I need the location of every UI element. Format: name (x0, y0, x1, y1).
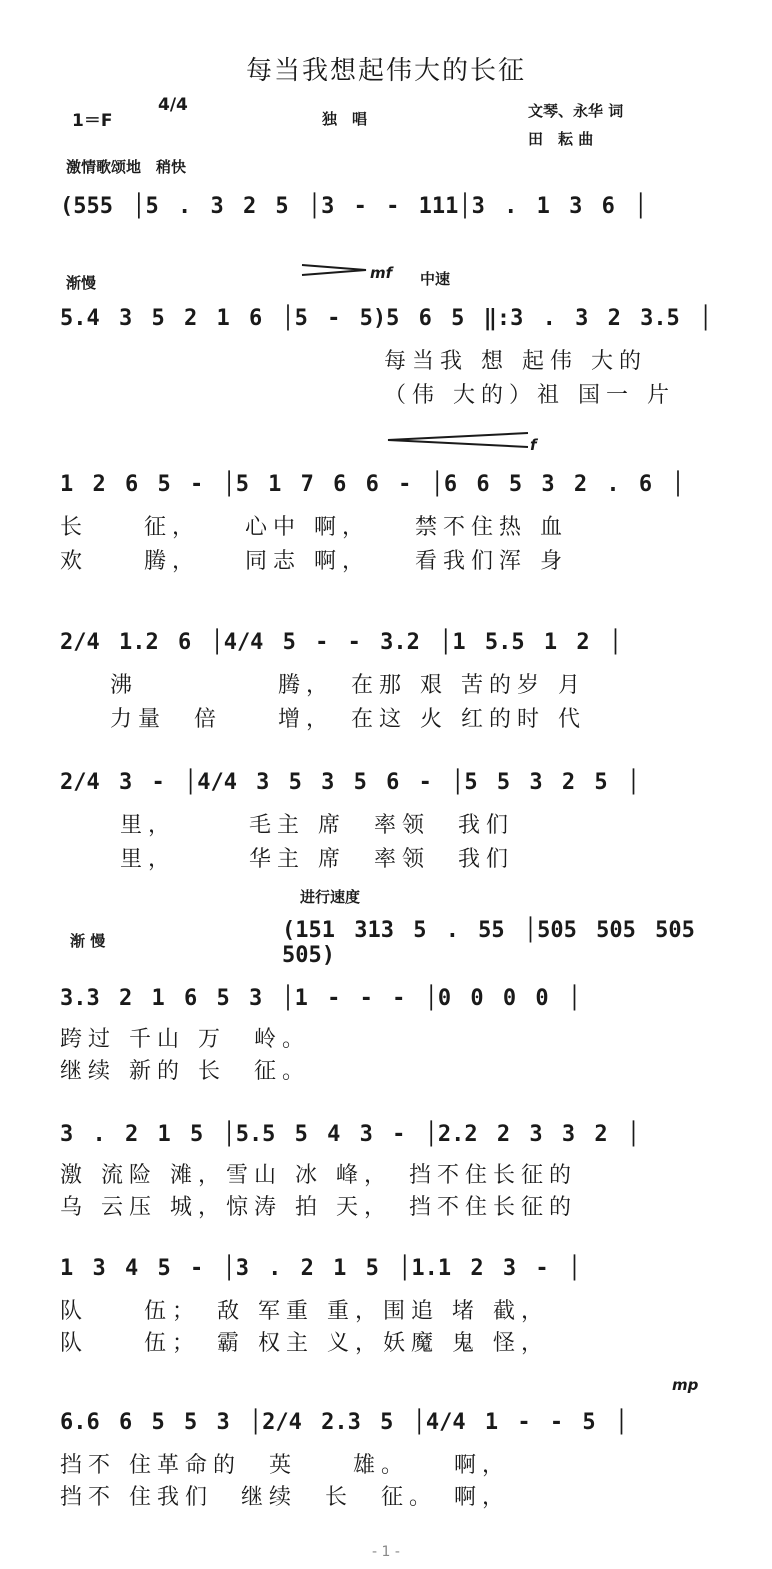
performance-type: 独 唱 (322, 110, 368, 128)
score-system-5 (0, 756, 772, 876)
lyrics-verse-1: 每当我 想 起伟 大的 (384, 349, 647, 374)
crescendo-hairpin (384, 430, 532, 450)
tempo-rit1: 渐慢 (66, 274, 97, 292)
lyrics-verse-1: 挡不 住革命的 英 雄。 啊， (60, 1453, 510, 1478)
score-system-2 (0, 292, 772, 412)
notation-line: 3 . 2 1 5 │5.5 5 4 3 - │2.2 2 3 3 2 │ (60, 1122, 641, 1147)
dynamic-mf: mf (370, 264, 393, 282)
lyrics-verse-2: 挡不 住我们 继续 长 征。 啊， (60, 1485, 510, 1510)
notation-line: 1 2 6 5 - │5 1 7 6 6 - │6 6 5 3 2 . 6 │ (60, 472, 685, 497)
song-title: 每当我想起伟大的长征 (245, 56, 526, 86)
dynamic-mp: mp (672, 1376, 699, 1394)
lyrics-verse-1: 里， 毛主 席 率领 我们 (120, 813, 514, 838)
notation-line: 3.3 2 1 6 5 3 │1 - - - │0 0 0 0 │ (60, 986, 582, 1011)
lyrics-verse-2: 欢 腾， 同志 啊， 看我们浑 身 (60, 549, 568, 574)
lyrics-verse-1: 跨过 千山 万 岭。 (60, 1027, 310, 1052)
key-signature: 1＝F (72, 111, 113, 131)
notation-line: 5.4 3 5 2 1 6 │5 - 5)5 6 5 ‖:3 . 3 2 3.5 │ (60, 306, 713, 331)
lyrics-verse-2: 里， 华主 席 率领 我们 (120, 847, 514, 872)
page-number: - 1 - (372, 1544, 400, 1560)
tempo-rit2: 渐 慢 (70, 932, 106, 950)
lyrics-verse-1: 激 流险 滩，雪山 冰 峰， 挡不住长征的 (60, 1163, 577, 1188)
lyrics-verse-1: 沸 腾， 在那 艰 苦的岁 月 (110, 673, 586, 698)
notation-line: 1 3 4 5 - │3 . 2 1 5 │1.1 2 3 - │ (60, 1256, 582, 1281)
lyrics-verse-2: 力量 倍 增， 在这 火 红的时 代 (110, 707, 586, 732)
composer-credit: 田 耘 曲 (528, 130, 594, 148)
lyrics-verse-2: 乌 云压 城，惊涛 拍 天， 挡不住长征的 (60, 1195, 577, 1220)
notation-line: 2/4 1.2 6 │4/4 5 - - 3.2 │1 5.5 1 2 │ (60, 630, 623, 655)
lyrics-verse-2: 继续 新的 长 征。 (60, 1059, 310, 1084)
time-signature: 4/4 (158, 95, 188, 115)
score-system-8 (0, 1110, 772, 1220)
notation-line: (555 │5 . 3 2 5 │3 - - 111│3 . 1 3 6 │ (60, 194, 648, 219)
lyrics-verse-2: （伟 大的）祖 国一 片 (384, 383, 675, 408)
tempo-march: 进行速度 (300, 888, 361, 906)
score-system-3 (0, 458, 772, 578)
score-system-1 (0, 180, 772, 240)
lyricist-credit: 文琴、永华 词 (528, 102, 624, 120)
score-system-9 (0, 1246, 772, 1356)
notation-line: (151 313 5 . 55 │505 505 505 505) (282, 918, 695, 968)
score-system-4 (0, 616, 772, 736)
tempo-start: 激情歌颂地 稍快 (66, 158, 187, 176)
lyrics-verse-1: 长 征， 心中 啊， 禁不住热 血 (60, 515, 568, 540)
notation-line: 6.6 6 5 5 3 │2/4 2.3 5 │4/4 1 - - 5 │ (60, 1410, 629, 1435)
score-system-6 (0, 910, 772, 968)
score-system-7 (0, 976, 772, 1086)
score-system-10 (0, 1400, 772, 1510)
decrescendo-hairpin (300, 262, 370, 278)
lyrics-verse-1: 队 伍； 敌 军重 重，围追 堵 截， (60, 1299, 549, 1324)
notation-line: 2/4 3 - │4/4 3 5 3 5 6 - │5 5 3 2 5 │ (60, 770, 641, 795)
tempo-moderato: 中速 (420, 270, 451, 288)
lyrics-verse-2: 队 伍； 霸 权主 义，妖魔 鬼 怪， (60, 1331, 549, 1356)
dynamic-f: f (530, 436, 537, 454)
